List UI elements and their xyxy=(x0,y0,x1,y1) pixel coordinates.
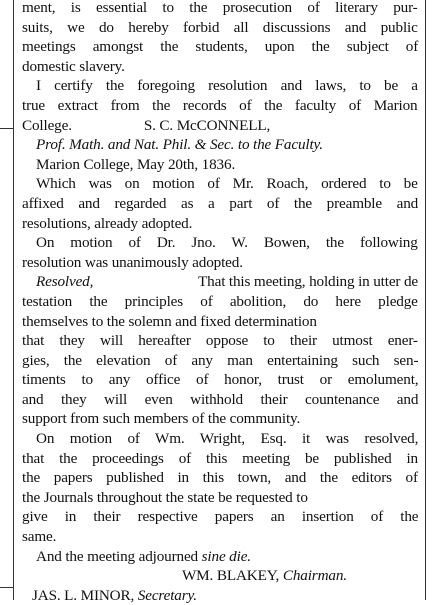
text-line xyxy=(22,272,418,292)
secretary-name: JAS. L. MINOR, xyxy=(32,586,135,604)
column-rule-notch xyxy=(0,587,14,588)
text-line: support from such members of the community. xyxy=(22,410,301,428)
column-rule-notch xyxy=(0,128,14,129)
text-line: resolution was unanimously adopted. xyxy=(22,253,243,271)
text-line: the Journals throughout the state be requested to xyxy=(22,488,308,506)
text-line: the papers published in this town, and the editors of xyxy=(22,469,418,487)
text-line: that they will hereafter oppose to their utmost ener- xyxy=(22,332,418,350)
text-line: On motion of Wm. Wright, Esq. it was resolved, xyxy=(36,430,419,448)
text-line xyxy=(22,116,418,136)
college-word: College. xyxy=(22,116,72,134)
text-line: domestic slavery. xyxy=(22,57,125,75)
text-line: ment, is essential to the prosecution of literary pur- xyxy=(22,0,418,16)
secretary-signature xyxy=(22,586,418,605)
chairman-signature xyxy=(22,566,418,586)
text-line: true extract from the records of the faculty of Marion xyxy=(22,96,418,114)
signer-name: S. C. McCONNELL, xyxy=(143,116,271,134)
text-line: suits, we do hereby forbid all discussions and public xyxy=(22,18,418,36)
resolved-word: Resolved, xyxy=(36,273,94,291)
text-line: themselves to the solemn and fixed determination xyxy=(22,312,317,330)
adjournment-line: And the meeting adjourned sine die. xyxy=(36,547,251,565)
signer-title: Prof. Math. and Nat. Phil. & Sec. to the Faculty. xyxy=(36,136,323,154)
sine-die: sine die. xyxy=(201,547,251,565)
text-line: that the proceedings of this meeting be published in xyxy=(22,449,419,467)
text-line: and they will even withhold their countenance and xyxy=(22,390,419,408)
text-line: testation the principles of abolition, do here pledge xyxy=(22,292,418,310)
text-line: affixed and regarded as a part of the preamble and xyxy=(22,194,419,212)
column-rule-left xyxy=(13,0,14,600)
text-line: Which was on motion of Mr. Roach, ordered to be xyxy=(36,175,418,193)
chairman-title: Chairman. xyxy=(282,567,347,585)
text-line: same. xyxy=(22,528,57,546)
text-line: meetings amongst the students, upon the subject of xyxy=(22,38,419,56)
text-line: gies, the elevation of any man entertaining such sen- xyxy=(22,351,419,369)
secretary-title: Secretary. xyxy=(137,586,197,604)
text-line: On motion of Dr. Jno. W. Bowen, the following xyxy=(36,234,418,252)
text-line-rest: That this meeting, holding in utter de xyxy=(198,273,418,291)
article-column xyxy=(22,0,418,605)
text-line: give in their respective papers an insertion of the xyxy=(22,508,419,526)
column-rule-right xyxy=(425,0,426,600)
chairman-name: WM. BLAKEY, xyxy=(182,567,280,585)
text-line: I certify the foregoing resolution and laws, to be a xyxy=(36,77,418,95)
text-line: timents to any office of honor, trust or emolument, xyxy=(22,371,419,389)
dateline: Marion College, May 20th, 1836. xyxy=(36,155,236,173)
text-line: resolutions, already adopted. xyxy=(22,214,193,232)
